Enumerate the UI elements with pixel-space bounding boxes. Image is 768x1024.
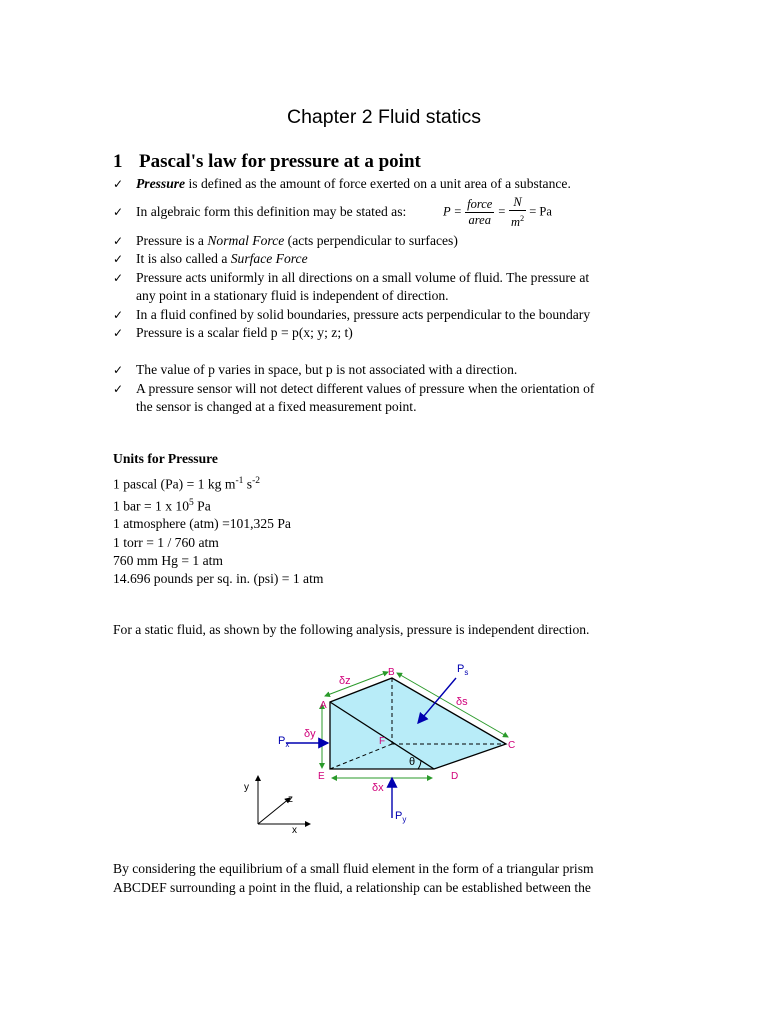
- unit-line: 1 atmosphere (atm) =101,325 Pa: [113, 516, 291, 532]
- bullet-text: the sensor is changed at a fixed measurement point.: [136, 399, 417, 414]
- label-px: $P_x$: [278, 735, 290, 749]
- pressure-formula: [443, 195, 552, 230]
- section-number: 1: [113, 151, 123, 172]
- vertex-d: D: [451, 771, 459, 782]
- list-item: [113, 269, 673, 305]
- bullet-text: is defined as the amount of force exerted on a unit area of a substance.: [185, 176, 571, 191]
- checkmark-icon: ✓: [113, 363, 124, 377]
- axis-label-z: z: [288, 794, 293, 805]
- z-axis: [258, 798, 290, 824]
- paragraph: ABCDEF surrounding a point in the fluid, a relationship can be established between the: [113, 880, 591, 895]
- label-ds: δs: [456, 696, 468, 708]
- unit-line: [113, 494, 323, 516]
- checkmark-icon: ✓: [113, 177, 124, 191]
- vertex-e: E: [318, 771, 325, 782]
- formula-num: N: [509, 195, 526, 211]
- section-heading: [113, 151, 421, 173]
- prism-face: [330, 678, 506, 769]
- unit-text: 1 bar = 1 x 10: [113, 498, 190, 514]
- units-list: [113, 472, 323, 588]
- checkmark-icon: ✓: [113, 252, 124, 266]
- checkmark-icon: ✓: [113, 326, 124, 340]
- formula-rhs: = Pa: [529, 204, 552, 219]
- bullet-text: any point in a stationary fluid is independent of direction.: [136, 288, 449, 303]
- checkmark-icon: ✓: [113, 308, 124, 322]
- unit-exp: -1: [235, 476, 244, 486]
- bullet-text: In algebraic form this definition may be stated as:: [136, 204, 407, 219]
- paragraph: By considering the equilibrium of a small fluid element in the form of a triangular prism: [113, 861, 594, 876]
- checkmark-icon: ✓: [113, 271, 124, 285]
- formula-den: m: [511, 215, 521, 230]
- bold-term: Pressure: [136, 176, 186, 191]
- bullet-text: It is also called a: [136, 251, 231, 266]
- label-theta: θ: [409, 756, 416, 768]
- italic-term: Surface Force: [230, 251, 308, 266]
- unit-line: 14.696 pounds per sq. in. (psi) = 1 atm: [113, 571, 324, 587]
- section-title: Pascal's law for pressure at a point: [139, 151, 421, 172]
- paragraph: For a static fluid, as shown by the following analysis, pressure is independent direction.: [113, 622, 590, 637]
- axis-label-y: y: [244, 782, 249, 793]
- unit-text: 1 pascal (Pa) = 1 kg m: [113, 476, 236, 492]
- vertex-c: C: [508, 740, 516, 751]
- bullet-text: (acts perpendicular to surfaces): [284, 233, 458, 248]
- list-item: [113, 380, 673, 416]
- label-py: $P_y$: [395, 810, 407, 824]
- unit-text: Pa: [193, 498, 211, 514]
- formula-exp: 2: [520, 214, 525, 223]
- formula-num: force: [467, 197, 493, 212]
- bullet-text: Pressure is a: [136, 233, 208, 248]
- formula-eq: =: [497, 204, 506, 219]
- unit-line: 1 torr = 1 / 760 atm: [113, 534, 219, 550]
- vertex-a: A: [320, 700, 327, 711]
- unit-text: s: [243, 476, 253, 492]
- bullet-text: In a fluid confined by solid boundaries, pressure acts perpendicular to the boundary: [136, 307, 591, 322]
- unit-line: [113, 472, 323, 494]
- label-dz: δz: [339, 675, 351, 687]
- bullet-text: Pressure acts uniformly in all directions on a small volume of fluid. The pressure at: [136, 270, 590, 285]
- units-heading: Units for Pressure: [113, 451, 218, 466]
- italic-term: Normal Force: [207, 233, 285, 248]
- vertex-b: B: [388, 667, 395, 678]
- label-ps: $P_s$: [457, 663, 469, 677]
- checkmark-icon: ✓: [113, 205, 124, 219]
- formula-lhs: P =: [443, 204, 462, 219]
- label-dx: δx: [372, 782, 384, 794]
- vertex-f: F: [379, 736, 386, 747]
- formula-den: area: [468, 213, 491, 228]
- bullet-text: A pressure sensor will not detect different values of pressure when the orientation of: [136, 381, 595, 396]
- unit-exp: 5: [189, 497, 194, 508]
- chapter-title: Chapter 2 Fluid statics: [286, 106, 481, 128]
- label-dy: δy: [304, 728, 316, 740]
- unit-line: 760 mm Hg = 1 atm: [113, 552, 223, 568]
- checkmark-icon: ✓: [113, 234, 124, 248]
- checkmark-icon: ✓: [113, 382, 124, 396]
- bullet-text: Pressure is a scalar field p = p(x; y; z; t): [136, 325, 353, 340]
- prism-diagram: [238, 658, 538, 838]
- axis-label-x: x: [292, 825, 297, 836]
- unit-exp: -2: [252, 476, 260, 486]
- bullet-text: The value of p varies in space, but p is not associated with a direction.: [136, 362, 518, 377]
